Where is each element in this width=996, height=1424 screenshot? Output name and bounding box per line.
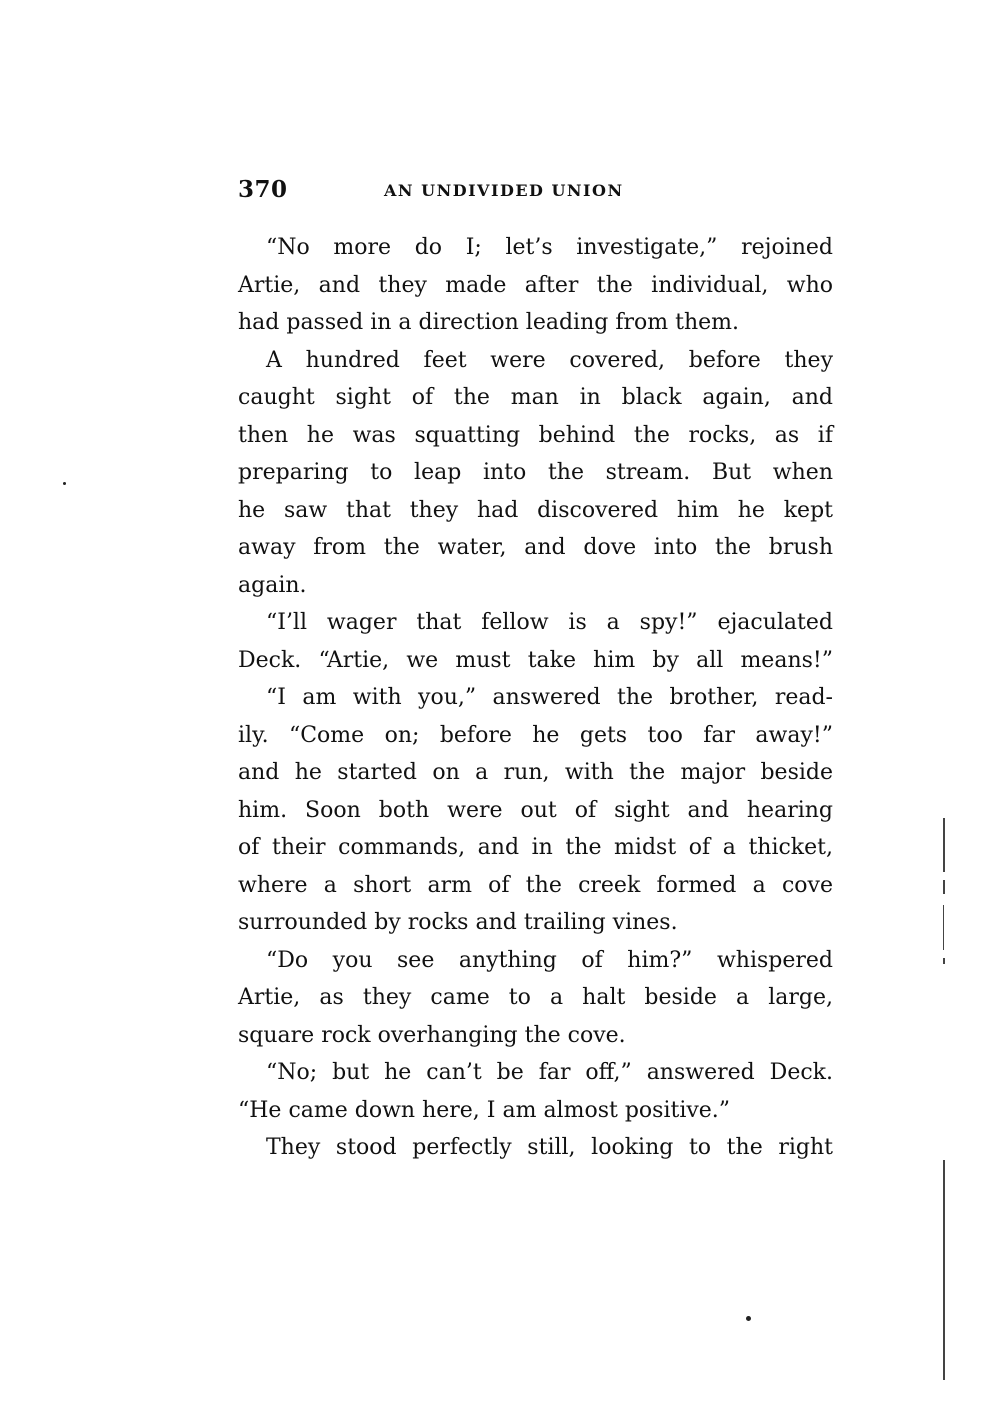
text-line: A hundred feet were covered, before they: [266, 347, 833, 373]
text-line: preparing to leap into the stream. But when: [238, 460, 833, 485]
text-line: ily. “Come on; before he gets too far away!”: [238, 722, 833, 748]
running-title: AN UNDIVIDED UNION: [384, 181, 624, 200]
text-line: surrounded by rocks and trailing vines.: [238, 910, 678, 935]
text-line: “No; but he can’t be far off,” answered Deck.: [266, 1060, 833, 1085]
scan-edge-mark: [943, 880, 945, 894]
text-line: They stood perfectly still, looking to the right: [266, 1135, 833, 1160]
page-header: [238, 176, 833, 206]
text-line: him. Soon both were out of sight and hearing: [238, 797, 833, 823]
text-line: away from the water, and dove into the brush: [238, 535, 833, 560]
text-line: Artie, as they came to a halt beside a large,: [238, 985, 833, 1010]
text-line: “No more do I; let’s investigate,” rejoined: [266, 235, 833, 260]
text-line: he saw that they had discovered him he kept: [238, 497, 833, 523]
text-line: where a short arm of the creek formed a cove: [238, 872, 833, 898]
scan-speck: [746, 1316, 751, 1321]
text-line: square rock overhanging the cove.: [238, 1022, 626, 1048]
text-line: “Do you see anything of him?” whispered: [266, 947, 833, 973]
body-text: [238, 229, 833, 1167]
text-line: Deck. “Artie, we must take him by all means!”: [238, 647, 833, 673]
text-line: “I am with you,” answered the brother, read-: [266, 685, 833, 710]
scan-edge-mark: [943, 818, 945, 872]
scan-edge-mark: [943, 958, 945, 964]
text-line: “I’ll wager that fellow is a spy!” ejaculated: [266, 610, 833, 635]
text-line: “He came down here, I am almost positive.”: [238, 1097, 731, 1123]
text-line: then he was squatting behind the rocks, as if: [238, 422, 833, 448]
scan-edge-mark: [943, 905, 944, 950]
text-line: and he started on a run, with the major beside: [238, 760, 833, 785]
text-line: of their commands, and in the midst of a thicket,: [238, 835, 833, 860]
scan-edge-mark: [943, 1160, 945, 1380]
text-line: Artie, and they made after the individual, who: [238, 272, 833, 298]
text-line: again.: [238, 572, 307, 598]
page-number: 370: [238, 176, 288, 203]
text-line: had passed in a direction leading from them.: [238, 310, 739, 335]
text-line: caught sight of the man in black again, and: [238, 385, 833, 410]
scan-speck: [63, 482, 66, 485]
